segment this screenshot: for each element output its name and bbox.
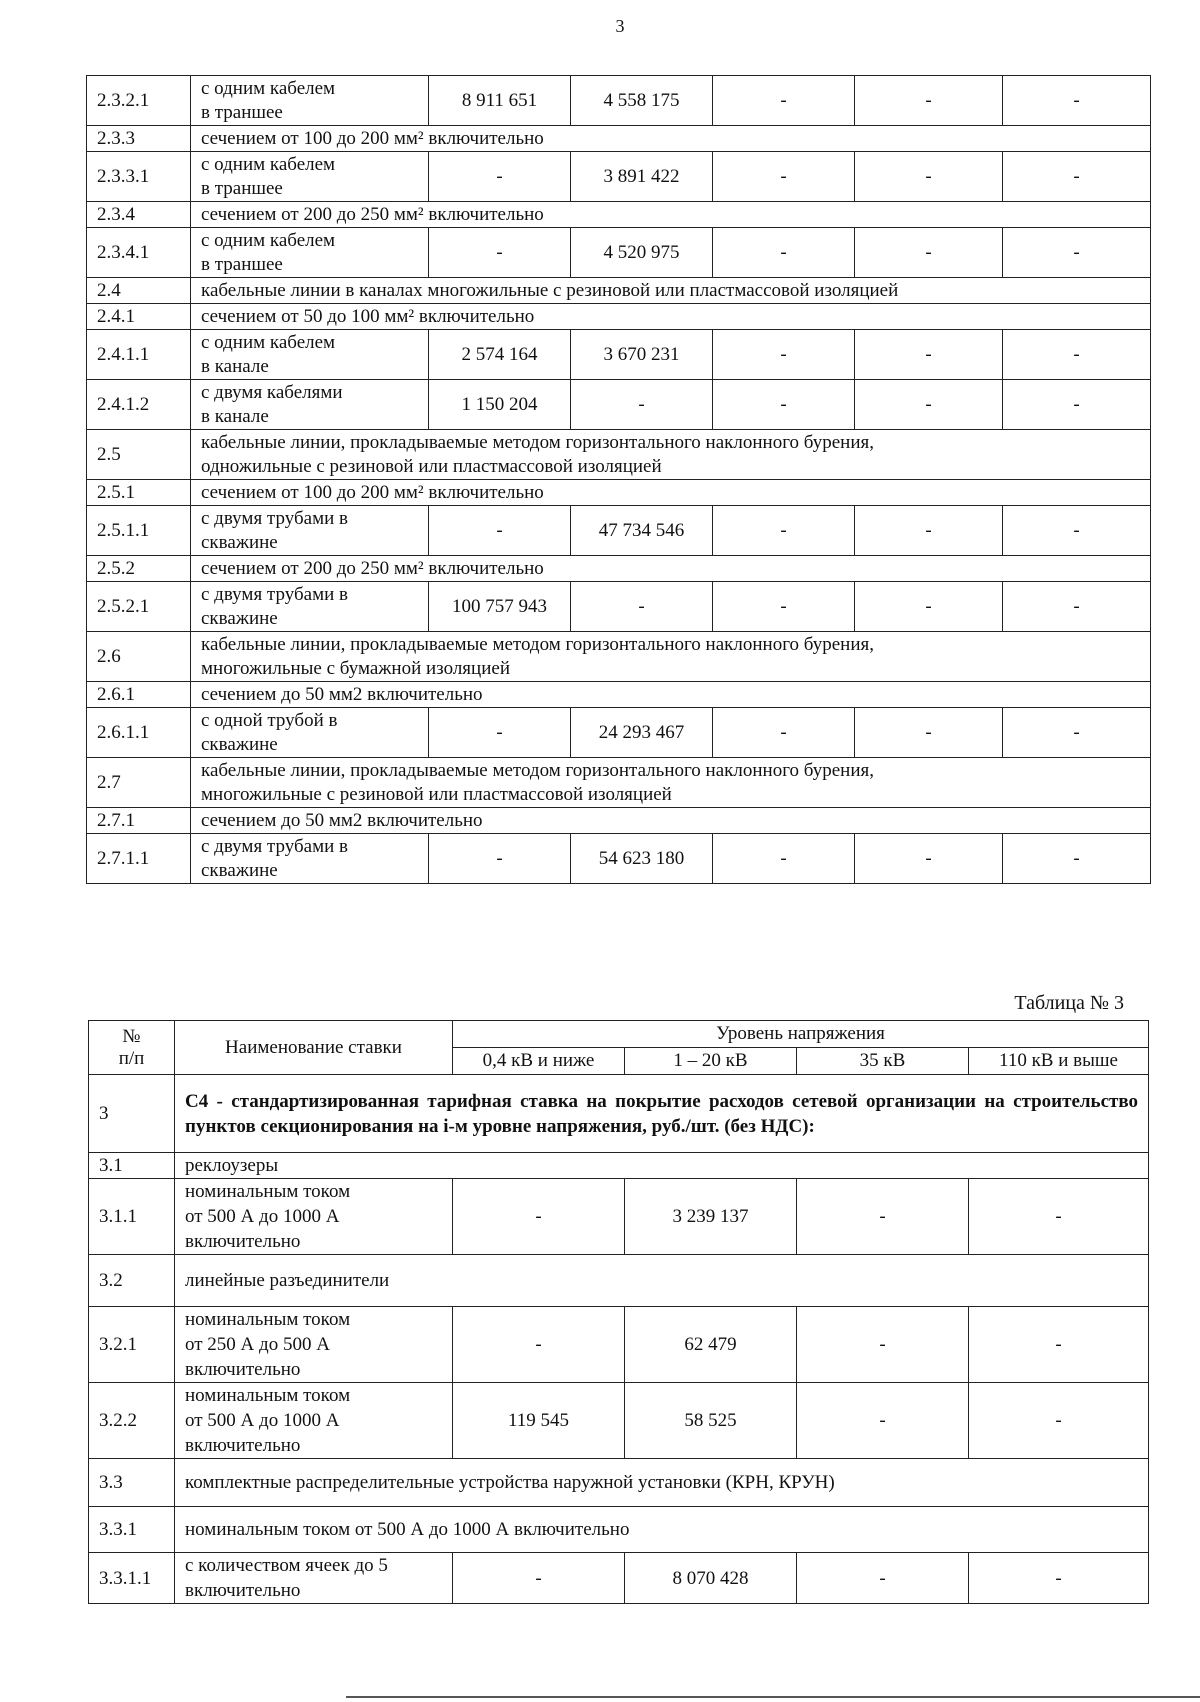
row-name xyxy=(191,834,429,884)
value-cell: - xyxy=(429,708,571,758)
value-cell: - xyxy=(1003,380,1151,430)
row-number: 3.1 xyxy=(89,1153,175,1179)
value-cell: - xyxy=(453,1179,625,1255)
text-line: номинальным током xyxy=(185,1181,351,1202)
section-text: сечением от 50 до 100 мм² включительно xyxy=(191,304,1151,330)
table-row xyxy=(87,330,1151,380)
value-cell: - xyxy=(713,228,855,278)
value-cell: 119 545 xyxy=(453,1383,625,1459)
section-row xyxy=(87,278,1151,304)
table-row xyxy=(87,834,1151,884)
table-row xyxy=(87,582,1151,632)
header-name: Наименование ставки xyxy=(175,1021,453,1075)
text-line: номинальным током xyxy=(185,1385,351,1406)
text-line: многожильные с бумажной изоляцией xyxy=(201,657,510,679)
value-cell: - xyxy=(855,582,1003,632)
section-text: реклоузеры xyxy=(175,1153,1149,1179)
row-number: 3.2.1 xyxy=(89,1307,175,1383)
section-row xyxy=(89,1255,1149,1307)
section-text: линейные разъединители xyxy=(175,1255,1149,1307)
text-line: с двумя трубами в xyxy=(201,507,348,529)
text-line: скважине xyxy=(201,859,278,881)
rate-title: С4 - стандартизированная тарифная ставка на покрытие расходов сетевой организации на строительство пунктов секционирования на i-м уровне напряжения, руб./шт. (без НДС): xyxy=(175,1075,1149,1153)
header-level-35kv: 35 кВ xyxy=(797,1048,969,1075)
header-level-1-20kv: 1 – 20 кВ xyxy=(625,1048,797,1075)
row-number: 2.7.1.1 xyxy=(87,834,191,884)
row-number: 2.7.1 xyxy=(87,808,191,834)
value-cell: - xyxy=(571,380,713,430)
text-line: с одним кабелем xyxy=(201,229,336,251)
row-number: 3.2.2 xyxy=(89,1383,175,1459)
value-cell: - xyxy=(429,506,571,556)
row-number: 2.4 xyxy=(87,278,191,304)
row-number: 2.5.1.1 xyxy=(87,506,191,556)
section-text xyxy=(191,632,1151,682)
value-cell: 3 670 231 xyxy=(571,330,713,380)
row-name xyxy=(191,76,429,126)
value-cell: 8 911 651 xyxy=(429,76,571,126)
text-line: кабельные линии, прокладываемые методом горизонтального наклонного бурения, xyxy=(201,633,874,655)
value-cell: 3 891 422 xyxy=(571,152,713,202)
page-number: 3 xyxy=(615,16,625,36)
value-cell: 1 150 204 xyxy=(429,380,571,430)
value-cell: - xyxy=(855,506,1003,556)
row-number: 2.3.3 xyxy=(87,126,191,152)
header-num: № п/п xyxy=(89,1021,175,1075)
value-cell: 54 623 180 xyxy=(571,834,713,884)
row-number: 2.4.1.1 xyxy=(87,330,191,380)
row-number: 2.6.1 xyxy=(87,682,191,708)
row-number: 3.3.1 xyxy=(89,1507,175,1553)
table-row xyxy=(89,1179,1149,1255)
row-name xyxy=(191,330,429,380)
section-row xyxy=(87,202,1151,228)
row-name xyxy=(191,152,429,202)
text-line: скважине xyxy=(201,733,278,755)
header-level-110kv: 110 кВ и выше xyxy=(969,1048,1149,1075)
text-line: включительно xyxy=(185,1435,301,1456)
value-cell: - xyxy=(855,228,1003,278)
table-caption: Таблица № 3 xyxy=(1014,992,1124,1014)
text-line: с двумя трубами в xyxy=(201,835,348,857)
section-row xyxy=(87,758,1151,808)
table-row xyxy=(87,708,1151,758)
text-line: с количеством ячеек до 5 xyxy=(185,1555,388,1576)
sectioning-points-rates-table xyxy=(88,1020,1149,1604)
section-row xyxy=(89,1507,1149,1553)
row-number: 3.1.1 xyxy=(89,1179,175,1255)
value-cell: 58 525 xyxy=(625,1383,797,1459)
text-line: включительно xyxy=(185,1359,301,1380)
row-number: 2.5 xyxy=(87,430,191,480)
row-number: 3.3.1.1 xyxy=(89,1553,175,1604)
value-cell: - xyxy=(1003,582,1151,632)
value-cell: 2 574 164 xyxy=(429,330,571,380)
row-name xyxy=(191,582,429,632)
value-cell: 4 558 175 xyxy=(571,76,713,126)
section-row xyxy=(89,1459,1149,1507)
value-cell: - xyxy=(713,380,855,430)
text-line: с одной трубой в xyxy=(201,709,338,731)
section-text: сечением от 100 до 200 мм² включительно xyxy=(191,480,1151,506)
value-cell: 8 070 428 xyxy=(625,1553,797,1604)
value-cell: - xyxy=(453,1307,625,1383)
section-text: сечением от 200 до 250 мм² включительно xyxy=(191,556,1151,582)
row-number: 2.3.4.1 xyxy=(87,228,191,278)
text-line: скважине xyxy=(201,607,278,629)
value-cell: - xyxy=(855,380,1003,430)
text-line: кабельные линии, прокладываемые методом горизонтального наклонного бурения, xyxy=(201,431,874,453)
row-number: 2.5.1 xyxy=(87,480,191,506)
row-number: 2.7 xyxy=(87,758,191,808)
row-number: 2.5.2.1 xyxy=(87,582,191,632)
value-cell: 47 734 546 xyxy=(571,506,713,556)
text-line: одножильные с резиновой или пластмассовой изоляцией xyxy=(201,455,662,477)
value-cell: - xyxy=(571,582,713,632)
text-line: с одним кабелем xyxy=(201,331,336,353)
row-number: 2.3.2.1 xyxy=(87,76,191,126)
row-name xyxy=(191,506,429,556)
header-voltage-level: Уровень напряжения xyxy=(453,1021,1149,1048)
value-cell: - xyxy=(713,582,855,632)
row-name xyxy=(191,708,429,758)
section-text: сечением от 200 до 250 мм² включительно xyxy=(191,202,1151,228)
row-number: 3.2 xyxy=(89,1255,175,1307)
table-row xyxy=(87,228,1151,278)
section-row xyxy=(87,304,1151,330)
value-cell: - xyxy=(429,152,571,202)
value-cell: - xyxy=(969,1179,1149,1255)
value-cell: - xyxy=(453,1553,625,1604)
value-cell: - xyxy=(1003,76,1151,126)
row-number: 2.4.1.2 xyxy=(87,380,191,430)
section-text: номинальным током от 500 А до 1000 А включительно xyxy=(175,1507,1149,1553)
row-number: 2.3.3.1 xyxy=(87,152,191,202)
value-cell: - xyxy=(855,708,1003,758)
value-cell: - xyxy=(429,834,571,884)
table-row xyxy=(87,152,1151,202)
section-row xyxy=(87,808,1151,834)
section-row xyxy=(89,1153,1149,1179)
table-row xyxy=(89,1307,1149,1383)
footer-line xyxy=(346,1696,1200,1698)
value-cell: 62 479 xyxy=(625,1307,797,1383)
text-line: в траншее xyxy=(201,101,283,123)
value-cell: 24 293 467 xyxy=(571,708,713,758)
section-text xyxy=(191,758,1151,808)
row-number: 2.6.1.1 xyxy=(87,708,191,758)
value-cell: - xyxy=(855,76,1003,126)
row-name xyxy=(175,1179,453,1255)
section-text: сечением до 50 мм2 включительно xyxy=(191,682,1151,708)
value-cell: - xyxy=(1003,506,1151,556)
value-cell: - xyxy=(713,708,855,758)
table-row xyxy=(87,380,1151,430)
text-line: включительно xyxy=(185,1231,301,1252)
section-row xyxy=(87,480,1151,506)
table-row xyxy=(87,76,1151,126)
value-cell: - xyxy=(713,152,855,202)
value-cell: - xyxy=(797,1179,969,1255)
section-text xyxy=(191,430,1151,480)
value-cell: - xyxy=(1003,228,1151,278)
text-line: номинальным током xyxy=(185,1309,351,1330)
row-number: 3 xyxy=(89,1075,175,1153)
section-text: сечением от 100 до 200 мм² включительно xyxy=(191,126,1151,152)
text-line: с одним кабелем xyxy=(201,153,336,175)
value-cell: - xyxy=(713,330,855,380)
text-line: скважине xyxy=(201,531,278,553)
row-name xyxy=(175,1307,453,1383)
section-text: кабельные линии в каналах многожильные с резиновой или пластмассовой изоляцией xyxy=(191,278,1151,304)
text-line: в канале xyxy=(201,405,269,427)
text-line: включительно xyxy=(185,1580,301,1601)
value-cell: 100 757 943 xyxy=(429,582,571,632)
value-cell: - xyxy=(797,1383,969,1459)
value-cell: - xyxy=(713,76,855,126)
value-cell: - xyxy=(797,1307,969,1383)
row-number: 2.6 xyxy=(87,632,191,682)
header-level-0-4kv: 0,4 кВ и ниже xyxy=(453,1048,625,1075)
table-row xyxy=(87,506,1151,556)
row-number: 3.3 xyxy=(89,1459,175,1507)
value-cell: - xyxy=(797,1553,969,1604)
section-row xyxy=(87,430,1151,480)
section-row xyxy=(87,682,1151,708)
value-cell: - xyxy=(1003,834,1151,884)
value-cell: - xyxy=(1003,152,1151,202)
text-line: в траншее xyxy=(201,253,283,275)
value-cell: - xyxy=(429,228,571,278)
row-name xyxy=(191,228,429,278)
value-cell: - xyxy=(855,330,1003,380)
section-row xyxy=(87,126,1151,152)
text-line: многожильные с резиновой или пластмассовой изоляцией xyxy=(201,783,672,805)
section-text: сечением до 50 мм2 включительно xyxy=(191,808,1151,834)
table-title-row xyxy=(89,1075,1149,1153)
row-name xyxy=(191,380,429,430)
text-line: в канале xyxy=(201,355,269,377)
section-row xyxy=(87,632,1151,682)
table-row xyxy=(89,1553,1149,1604)
text-line: в траншее xyxy=(201,177,283,199)
text-line: от 250 А до 500 А xyxy=(185,1334,330,1355)
row-number: 2.4.1 xyxy=(87,304,191,330)
value-cell: - xyxy=(855,834,1003,884)
section-row xyxy=(87,556,1151,582)
value-cell: - xyxy=(969,1553,1149,1604)
row-number: 2.3.4 xyxy=(87,202,191,228)
value-cell: - xyxy=(713,834,855,884)
row-name xyxy=(175,1383,453,1459)
cable-rates-table xyxy=(86,75,1151,884)
text-line: с одним кабелем xyxy=(201,77,336,99)
value-cell: 3 239 137 xyxy=(625,1179,797,1255)
value-cell: - xyxy=(713,506,855,556)
row-name xyxy=(175,1553,453,1604)
table-row xyxy=(89,1383,1149,1459)
section-text: комплектные распределительные устройства наружной установки (КРН, КРУН) xyxy=(175,1459,1149,1507)
value-cell: - xyxy=(969,1307,1149,1383)
value-cell: - xyxy=(855,152,1003,202)
text-line: кабельные линии, прокладываемые методом горизонтального наклонного бурения, xyxy=(201,759,874,781)
row-number: 2.5.2 xyxy=(87,556,191,582)
text-line: с двумя трубами в xyxy=(201,583,348,605)
text-line: от 500 А до 1000 А xyxy=(185,1410,340,1431)
text-line: от 500 А до 1000 А xyxy=(185,1206,340,1227)
value-cell: - xyxy=(969,1383,1149,1459)
value-cell: 4 520 975 xyxy=(571,228,713,278)
text-line: с двумя кабелями xyxy=(201,381,343,403)
value-cell: - xyxy=(1003,708,1151,758)
value-cell: - xyxy=(1003,330,1151,380)
